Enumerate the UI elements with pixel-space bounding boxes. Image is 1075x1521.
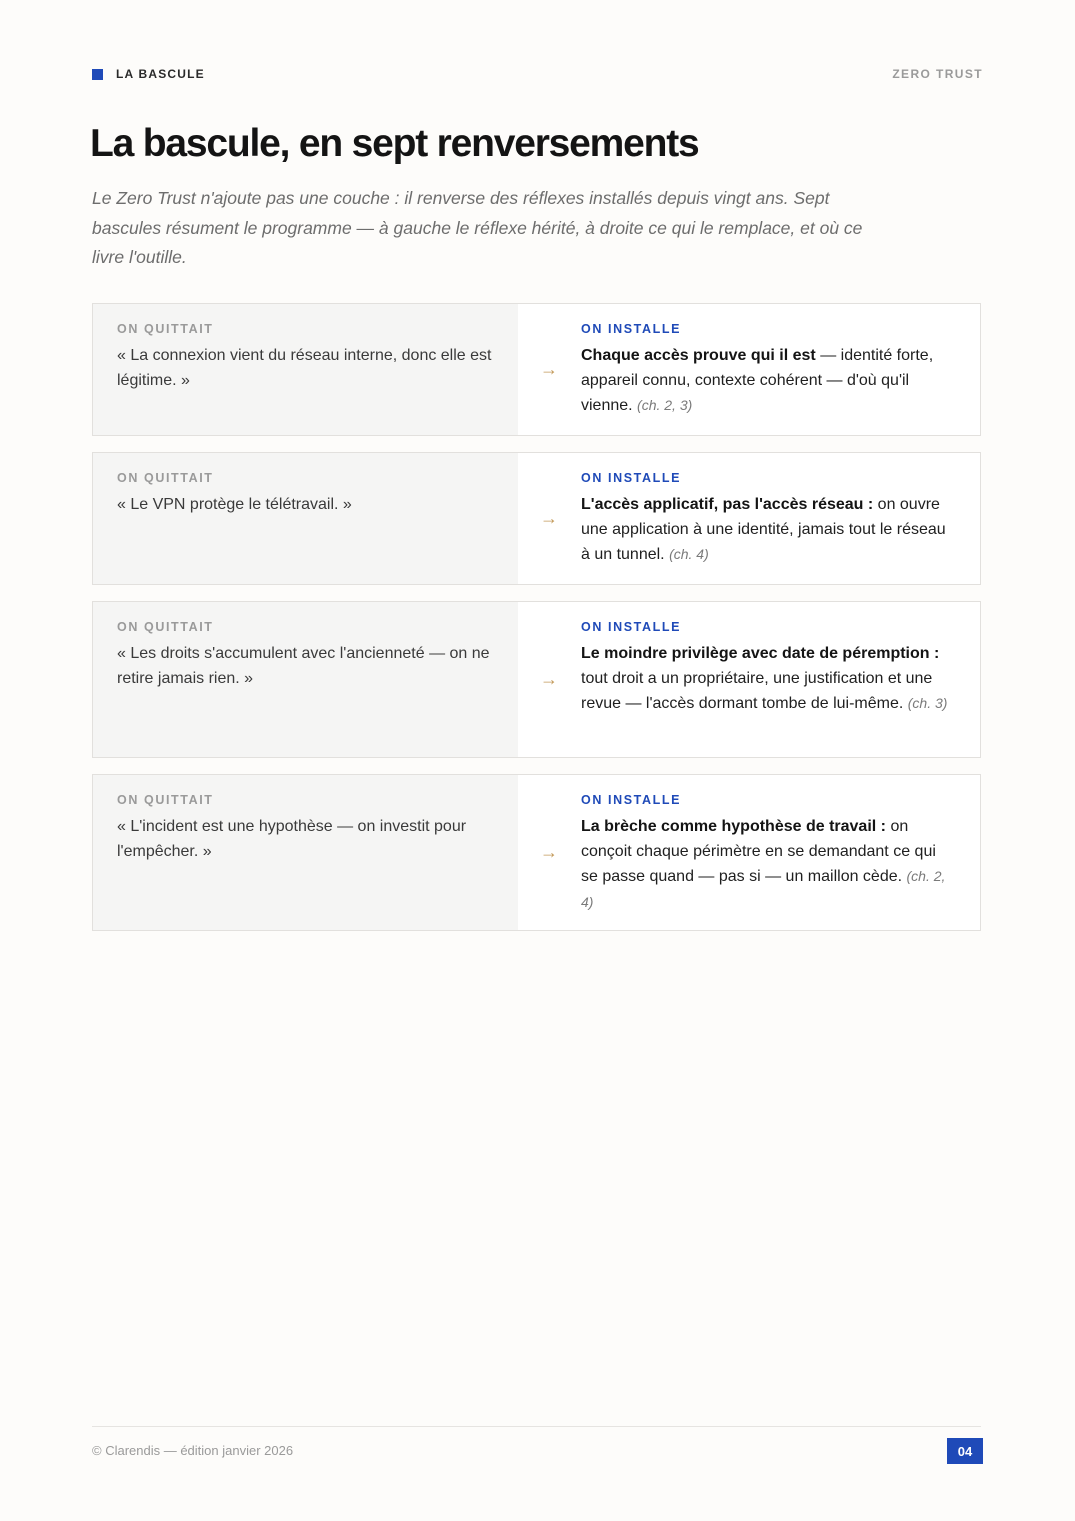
running-header (92, 66, 983, 82)
old-reflex-panel (93, 453, 518, 584)
page-number-badge: 04 (947, 1438, 983, 1464)
arrow-icon: → (540, 669, 558, 689)
new-label: ON INSTALLE (581, 471, 682, 485)
old-reflex-panel (93, 602, 518, 757)
reversal-row (92, 452, 981, 585)
reversal-row (92, 601, 981, 758)
new-practice-body: on conçoit chaque périmètre en se demandant ce qui se passe quand — pas si — un maillon cède. (581, 818, 936, 885)
old-label: ON QUITTAIT (117, 471, 214, 485)
new-practice-lead: Le moindre privilège avec date de péremption : (581, 645, 940, 662)
page-title: La bascule, en sept renversements (90, 122, 699, 165)
old-reflex-text: « Les droits s'accumulent avec l'ancienneté — on ne retire jamais rien. » (117, 645, 490, 687)
new-practice-lead: L'accès applicatif, pas l'accès réseau : (581, 496, 874, 513)
arrow-icon: → (540, 359, 558, 379)
reversal-row (92, 303, 981, 436)
old-label: ON QUITTAIT (117, 322, 214, 336)
old-label: ON QUITTAIT (117, 620, 214, 634)
chapter-reference: (ch. 4) (669, 546, 709, 562)
new-practice-body: on ouvre une application à une identité, jamais tout le réseau à un tunnel. (581, 496, 946, 563)
new-practice-lead: Chaque accès prouve qui il est (581, 347, 816, 364)
lead-paragraph: Le Zero Trust n'ajoute pas une couche : il renverse des réflexes installés depuis vingt ans. Sept bascules résument le programme — à gauche le réflexe hérité, à droite ce qui le remplace, et où ce livre l'outille. (92, 188, 863, 267)
footer-divider (92, 1426, 981, 1427)
new-practice-panel (580, 775, 980, 930)
footer-copyright: © Clarendis — édition janvier 2026 (92, 1443, 294, 1458)
new-label: ON INSTALLE (581, 620, 682, 634)
section-marker-icon (92, 69, 103, 80)
chapter-reference: (ch. 3) (907, 695, 948, 711)
new-practice-body: — identité forte, appareil connu, contexte cohérent — d'où qu'il vienne. (581, 347, 934, 414)
arrow-icon: → (540, 842, 558, 862)
new-practice-panel (580, 304, 980, 435)
new-practice-text (581, 642, 956, 717)
old-label: ON QUITTAIT (117, 793, 214, 807)
old-reflex-panel (93, 775, 518, 930)
new-practice-lead: La brèche comme hypothèse de travail : (581, 818, 886, 835)
new-practice-panel (580, 453, 980, 584)
new-label: ON INSTALLE (581, 322, 682, 336)
new-label: ON INSTALLE (581, 793, 682, 807)
old-reflex-text: « La connexion vient du réseau interne, donc elle est légitime. » (117, 347, 492, 389)
arrow-icon: → (540, 508, 558, 528)
section-label: LA BASCULE (116, 67, 205, 81)
new-practice-panel (580, 602, 980, 757)
old-reflex-text: « L'incident est une hypothèse — on investit pour l'empêcher. » (117, 818, 467, 860)
document-label: ZERO TRUST (892, 67, 983, 81)
new-practice-text (581, 344, 956, 419)
new-practice-body: tout droit a un propriétaire, une justification et une revue — l'accès dormant tombe de lui-même. (581, 669, 933, 712)
chapter-reference: (ch. 2, 4) (581, 868, 946, 910)
old-reflex-text: « Le VPN protège le télétravail. » (117, 496, 352, 513)
section-tag (92, 67, 205, 81)
new-practice-text (581, 493, 956, 568)
reversal-row (92, 774, 981, 931)
new-practice-text (581, 815, 956, 915)
chapter-reference: (ch. 2, 3) (637, 397, 693, 413)
old-reflex-panel (93, 304, 518, 435)
